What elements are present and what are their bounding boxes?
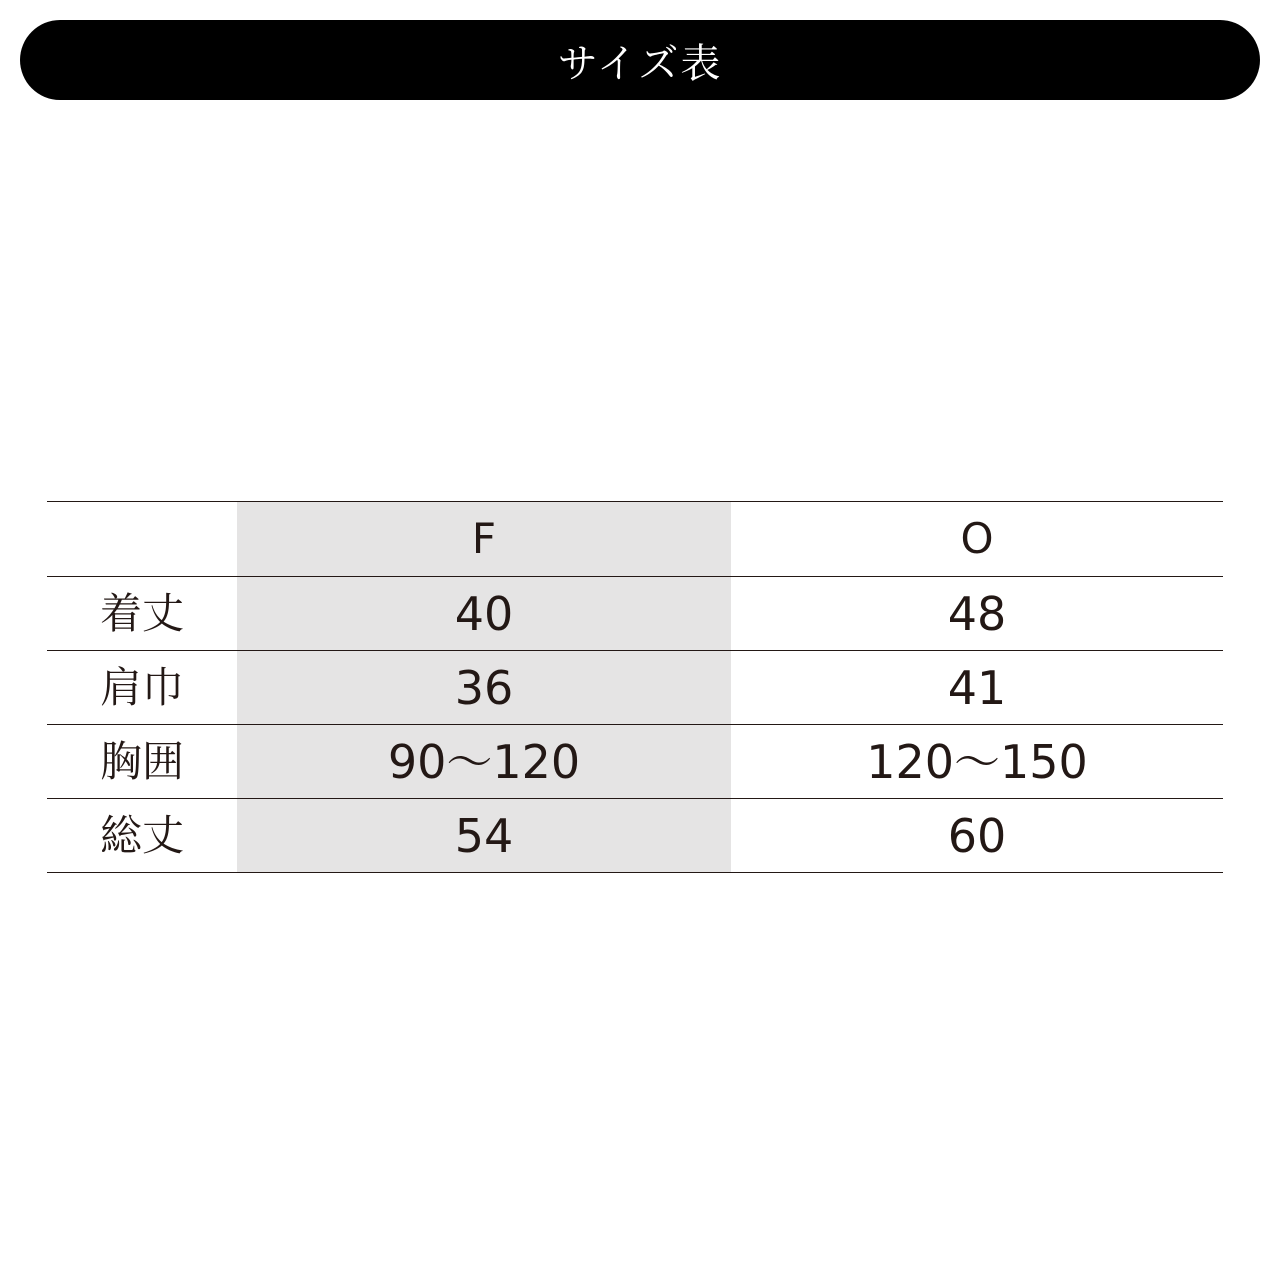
table-cell-f: 40 [237,577,731,651]
size-table [47,501,1223,873]
row-label: 総丈 [47,799,237,873]
row-label: 肩巾 [47,651,237,725]
table-cell-o: 48 [731,577,1223,651]
row-label: 着丈 [47,577,237,651]
table-row [47,651,1223,725]
table-row [47,577,1223,651]
table-cell-f: 54 [237,799,731,873]
column-header-o: O [731,502,1223,577]
header-corner-cell [47,502,237,577]
table-header-row [47,502,1223,577]
table-cell-o: 60 [731,799,1223,873]
table-cell-o: 120〜150 [731,725,1223,799]
table-cell-f: 36 [237,651,731,725]
table-cell-o: 41 [731,651,1223,725]
column-header-f: F [237,502,731,577]
title-bar [20,20,1260,100]
row-label: 胸囲 [47,725,237,799]
table-cell-f: 90〜120 [237,725,731,799]
table-row [47,799,1223,873]
page-title: サイズ表 [557,40,723,87]
table-row [47,725,1223,799]
